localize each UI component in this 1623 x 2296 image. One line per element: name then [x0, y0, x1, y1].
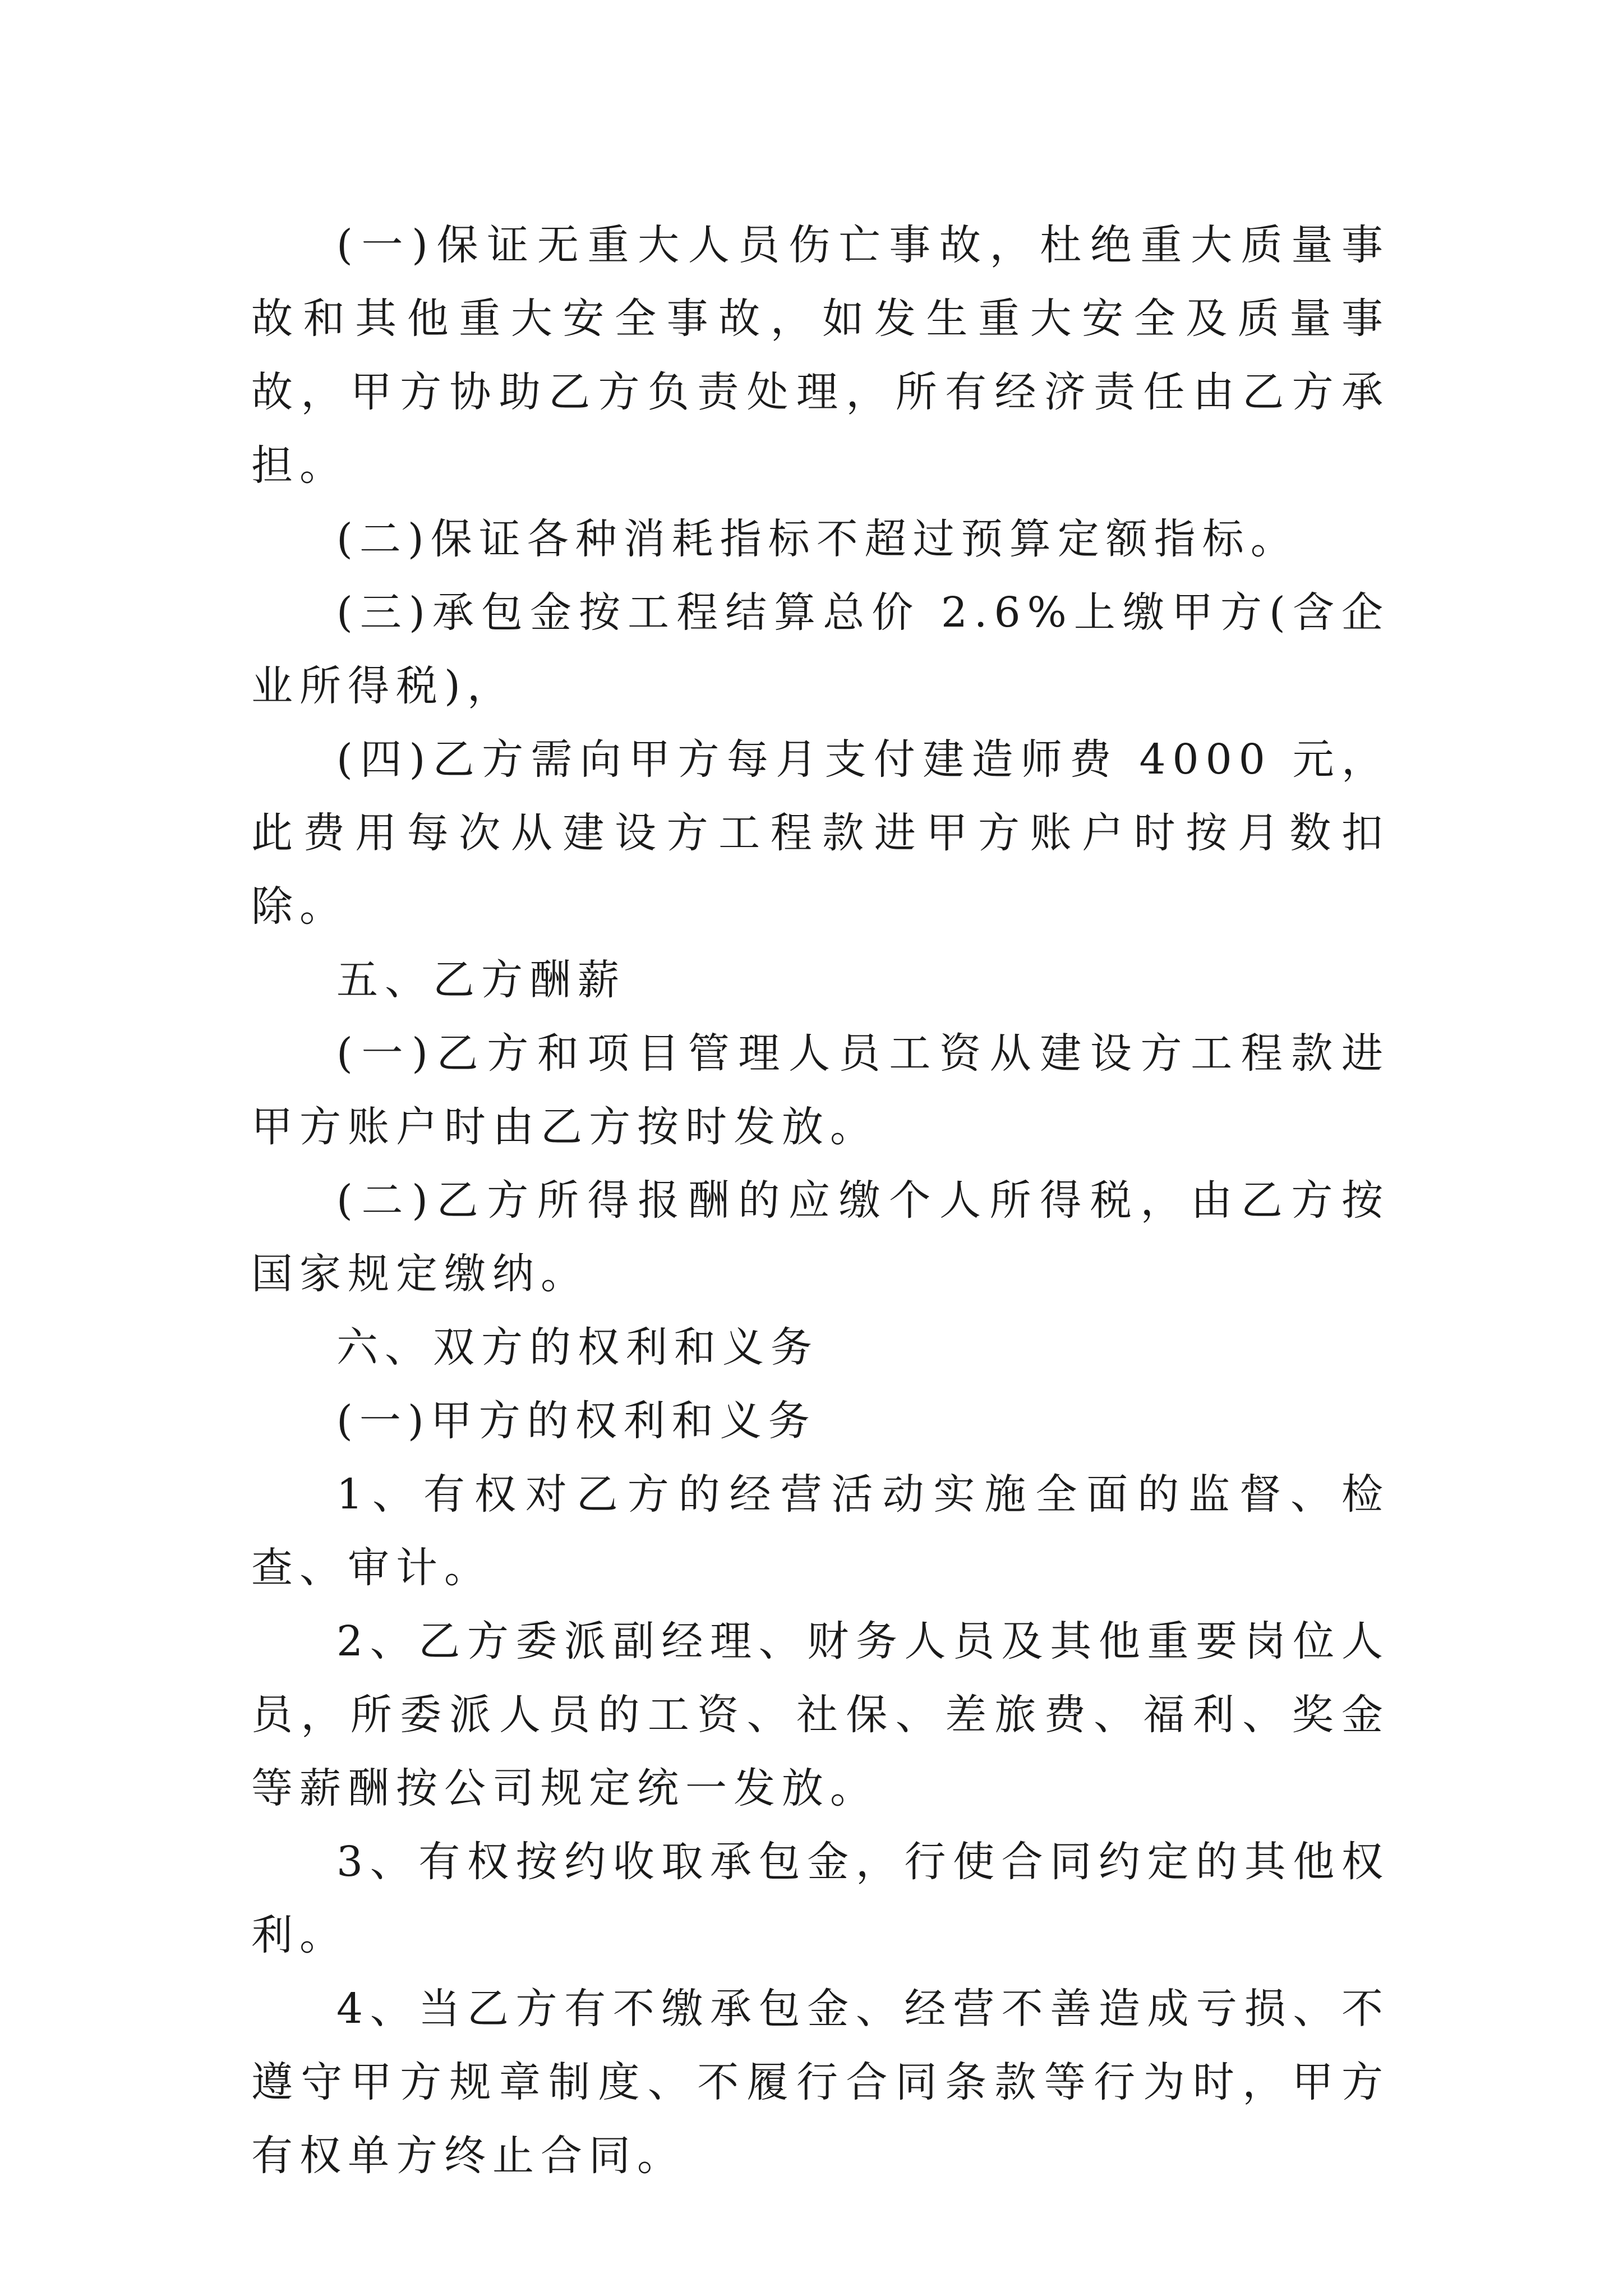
- paragraph-constructor-fee: (四)乙方需向甲方每月支付建造师费 4000 元，此费用每次从建设方工程款进甲方账户时按月数扣除。: [251, 735, 1390, 931]
- subheading-party-a-rights: (一)甲方的权利和义务: [336, 1397, 817, 1445]
- paragraph-contract-fee: (三)承包金按工程结算总价 2.6%上缴甲方(含企业所得税)，: [251, 588, 1390, 710]
- section-heading-remuneration: 五、乙方酬薪: [336, 956, 626, 1004]
- paragraph-consumption-indicators: (二)保证各种消耗指标不超过预算定额指标。: [336, 515, 1299, 563]
- paragraph-safety-guarantee: (一)保证无重大人员伤亡事故，杜绝重大质量事故和其他重大安全事故，如发生重大安全及质量事故，甲方协助乙方负责处理，所有经济责任由乙方承担。: [251, 221, 1390, 490]
- list-item-audit-right: 1、有权对乙方的经营活动实施全面的监督、检查、审计。: [251, 1470, 1390, 1592]
- document-body: [251, 209, 1390, 2193]
- paragraph-income-tax: (二)乙方所得报酬的应缴个人所得税，由乙方按国家规定缴纳。: [251, 1176, 1390, 1298]
- list-item-collect-fee: 3、有权按约收取承包金，行使合同约定的其他权利。: [251, 1838, 1390, 1959]
- paragraph-salary-payment: (一)乙方和项目管理人员工资从建设方工程款进甲方账户时由乙方按时发放。: [251, 1029, 1390, 1151]
- section-heading-rights-obligations: 六、双方的权利和义务: [336, 1323, 819, 1372]
- list-item-staff-assignment: 2、乙方委派副经理、财务人员及其他重要岗位人员，所委派人员的工资、社保、差旅费、福利、奖金等薪酬按公司规定统一发放。: [251, 1617, 1390, 1812]
- list-item-terminate-contract: 4、当乙方有不缴承包金、经营不善造成亏损、不遵守甲方规章制度、不履行合同条款等行为时，甲方有权单方终止合同。: [251, 1985, 1390, 2180]
